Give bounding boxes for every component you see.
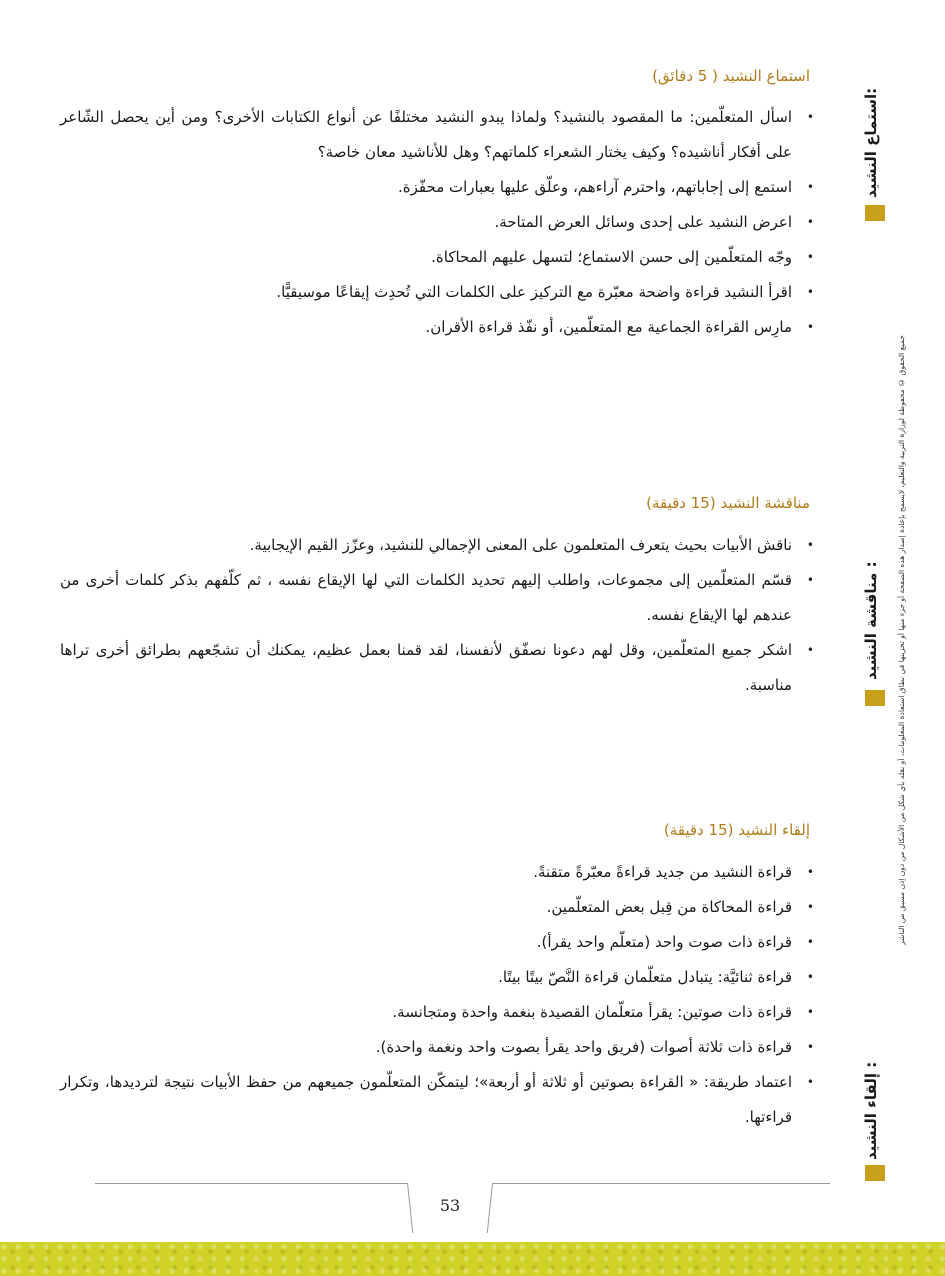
bullet-list — [60, 855, 820, 1135]
list-item: • قسّم المتعلّمين إلى مجموعات، واطلب إليهم تحديد الكلمات التي لها الإيقاع نفسه ، ثم كلّفهم بذكر كلمات أخرى من عندهم لها الإيقاع نفسه. — [60, 563, 820, 633]
bullet-list — [60, 100, 820, 345]
list-item: • قراءة ذات ثلاثة أصوات (فريق واحد يقرأ بصوت واحد ونغمة واحدة). — [60, 1030, 820, 1065]
footer-line-left — [95, 1183, 407, 1184]
bottom-decorative-band — [0, 1242, 945, 1276]
footer-tab-left — [407, 1183, 413, 1233]
footer-tab-right — [487, 1183, 493, 1233]
list-item: • استمع إلى إجاباتهم، واحترم آراءهم، وعلّق عليها بعبارات محفّزة. — [60, 170, 820, 205]
list-item: • اسأل المتعلّمين: ما المقصود بالنشيد؟ ولماذا يبدو النشيد مختلفًا عن أنواع الكتابات الأخرى؟ ومن أين يحصل الشّاعر على أفكار أناشيده؟ وكيف يختار الشعراء كلماتهم؟ وهل للأناشيد معان خاصة؟ — [60, 100, 820, 170]
list-item: • قراءة ذات صوتين: يقرأ متعلّمان القصيدة بنغمة واحدة ومتجانسة. — [60, 995, 820, 1030]
footer-line-right — [493, 1183, 830, 1184]
section-title: مناقشة النشيد (15 دقيقة) — [646, 494, 810, 512]
side-marker — [865, 1165, 885, 1181]
page-number: 53 — [439, 1196, 461, 1215]
list-item: • ناقش الأبيات بحيث يتعرف المتعلمون على المعنى الإجمالي للنشيد، وعزّز القيم الإيجابية. — [60, 528, 820, 563]
list-item: • قراءة ثنائيَّة: يتبادل متعلّمان قراءة النَّصّ بيتًا بيتًا. — [60, 960, 820, 995]
list-item: • قراءة النشيد من جديد قراءةً معبّرةً متقنةً. — [60, 855, 820, 890]
list-item: • مارِس القراءة الجماعية مع المتعلّمين، أو نفّذ قراءة الأقران. — [60, 310, 820, 345]
side-label-listening: استماع النشيد: — [862, 87, 880, 198]
list-item: • قراءة ذات صوت واحد (متعلّم واحد يقرأ). — [60, 925, 820, 960]
list-item: • اعتماد طريقة: « القراءة بصوتين أو ثلاثة أو أربعة»؛ ليتمكّن المتعلّمون جميعهم من حفظ الأبيات نتيجة لترديدها، وتكرار قراءتها. — [60, 1065, 820, 1135]
side-marker — [865, 690, 885, 706]
section-title: استماع النشيد ( 5 دقائق) — [652, 67, 810, 85]
list-item: • اشكر جميع المتعلّمين، وقل لهم دعونا نصفّق لأنفسنا، لقد قمنا بعمل عظيم، يمكنك أن تشجّعهم بطرائق أخرى تراها مناسبة. — [60, 633, 820, 703]
side-marker — [865, 205, 885, 221]
list-item: • قراءة المحاكاة من قِبل بعض المتعلّمين. — [60, 890, 820, 925]
list-item: • اقرأ النشيد قراءة واضحة معبّرة مع التركيز على الكلمات التي تُحدِث إيقاعًا موسيقيًّا. — [60, 275, 820, 310]
copyright-notice: جميع الحقوق © محفوظة لوزارة التربية والتعليم، لايسمح بإعادة إصدار هذه الصفحة أو جزء منها أو تخزينها في نطاق استعادة المعلومات، أو نقله بأي شكل من الأشكال من دون إذن مسبق من الناشر — [897, 335, 906, 945]
list-item: • وجّه المتعلّمين إلى حسن الاستماع؛ لتسهل عليهم المحاكاة. — [60, 240, 820, 275]
section-title: إلقاء النشيد (15 دقيقة) — [663, 821, 810, 839]
side-label-discussion: مناقشة النشيد : — [862, 561, 880, 680]
bullet-list — [60, 528, 820, 703]
list-item: • اعرض النشيد على إحدى وسائل العرض المتاحة. — [60, 205, 820, 240]
side-label-recitation: إلقاء النشيد : — [862, 1062, 880, 1161]
